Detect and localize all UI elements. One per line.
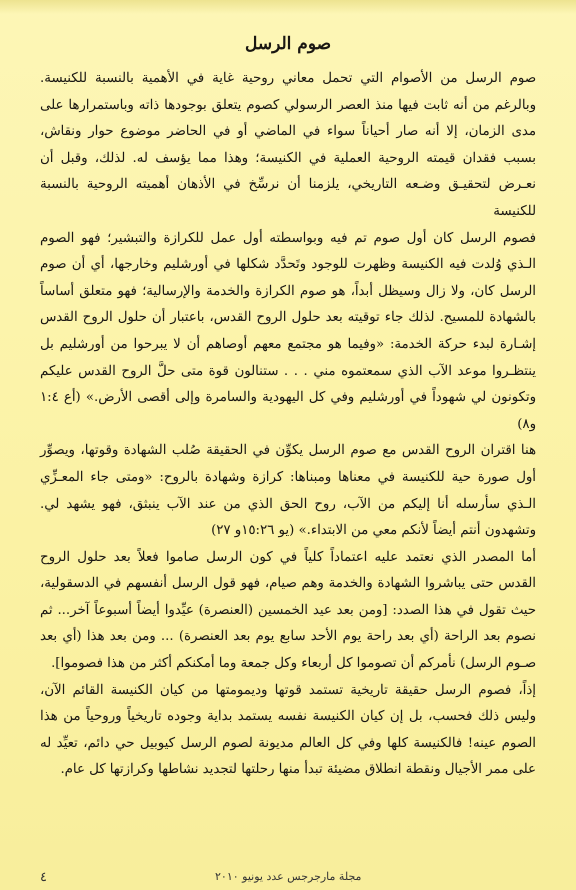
paragraph: أما المصدر الذي نعتمد عليه اعتماداً كلياً في كون الرسل صاموا فعلاً بعد حلول الروح القدس حتى يباشروا الشهادة والخدمة وهم صيام، فهو قول الرسل أنفسهم في الدسقولية، حيث تقول في هذا الصدد: [ومن بعد عيد الخمسين (العنصرة) عيِّدوا أيضاً أسبوعاً آخر... ثم نصوم بعد الراحة (أي بعد راحة يوم الأحد سابع يوم بعد العنصرة) ... ومن بعد هذا (أي بعد صـوم الرسل) نأمركم أن تصوموا كل أربعاء وكل جمعة وما أمكنكم أكثر من هذا فصوموا]. <box>40 549 536 672</box>
article-title: صوم الرسل <box>244 34 332 54</box>
article-body <box>40 66 536 784</box>
paragraph: صوم الرسل من الأصوام التي تحمل معاني روحية غاية في الأهمية بالنسبة للكنيسة. وبالرغم من أنه ثابت فيها منذ العصر الرسولي كصوم يتعلق بوجودها ذاته وباستمرارها على مدى الزمان، إلا أنه صار أحياناً سواء في الماضي أو في الحاضر موضوع حوار ونقاش، بسبب فقدان قيمته الروحية العملية في الكنيسة؛ وهذا مما يؤسف له. لذلك، وقبل أن نعـرض لتحقيـق وضـعه التاريخي، يلزمنا أن نرسِّخ في الأذهان أهميته الروحية بالنسبة للكنيسة <box>40 71 536 219</box>
page-number: ٤ <box>40 870 47 885</box>
paragraph: إذاً، فصوم الرسل حقيقة تاريخية تستمد قوتها وديمومتها من كيان الكنيسة القائم الآن، وليس ذلك فحسب، بل إن كيان الكنيسة نفسه يستمد بداية وجوده تاريخياً وروحياً من هذا الصوم عينه! فالكنيسة كلها وفي كل العالم مديونة لصوم الرسل كيوبيل حي دائم، تعيِّد له على ممر الأجيال ونقطة انطلاق مضيئة تبدأ منها رحلتها لتجديد نشاطها وكرازتها كل عام. <box>40 682 536 778</box>
journal-name: مجلة مارجرجس عدد يونيو ٢٠١٠ <box>215 870 362 883</box>
page-edge <box>0 0 576 14</box>
paragraph: فصوم الرسل كان أول صوم تم فيه وبواسطته أول عمل للكرازة والتبشير؛ فهو الصوم الـذي وُلدت فيه الكنيسة وظهرت للوجود وتَحدَّد شكلها في أورشليم وخارجها، أي أن صوم الرسل كان، ولا زال وسيظل أبداً، هو صوم الكرازة والخدمة والإرسالية؛ فهو متعلق أساساً بالشهادة للمسيح. لذلك جاء توقيته بعد حلول الروح القدس، باعتبار أن حلول الروح القدس إشـارة لبدء حركة الخدمة: «وفيما هو مجتمع معهم أوصاهم أن لا يبرحوا من أورشليم بل ينتظـروا موعد الآب الذي سمعتموه مني . . . ستنالون قوة متى حلَّ الروح القدس عليكم وتكونون لي شهوداً في أورشليم وفي كل اليهودية والسامرة وإلى أقصى الأرض.» (أع ١:٤ و٨) <box>40 230 536 432</box>
paragraph: هنا اقتران الروح القدس مع صوم الرسل يكوِّن في الحقيقة صُلب الشهادة وقوتها، ويصوِّر أول صورة حية للكنيسة في معناها ومبناها: كرازة وشهادة بالروح: «ومتى جاء المعـزِّي الـذي سأرسله أنا إليكم من الآب، روح الحق الذي من عند الآب ينبثق، فهو يشهد لي. وتشهدون أنتم أيضاً لأنكم معي من الابتداء.» (يو ١٥:٢٦و ٢٧) <box>40 443 536 539</box>
